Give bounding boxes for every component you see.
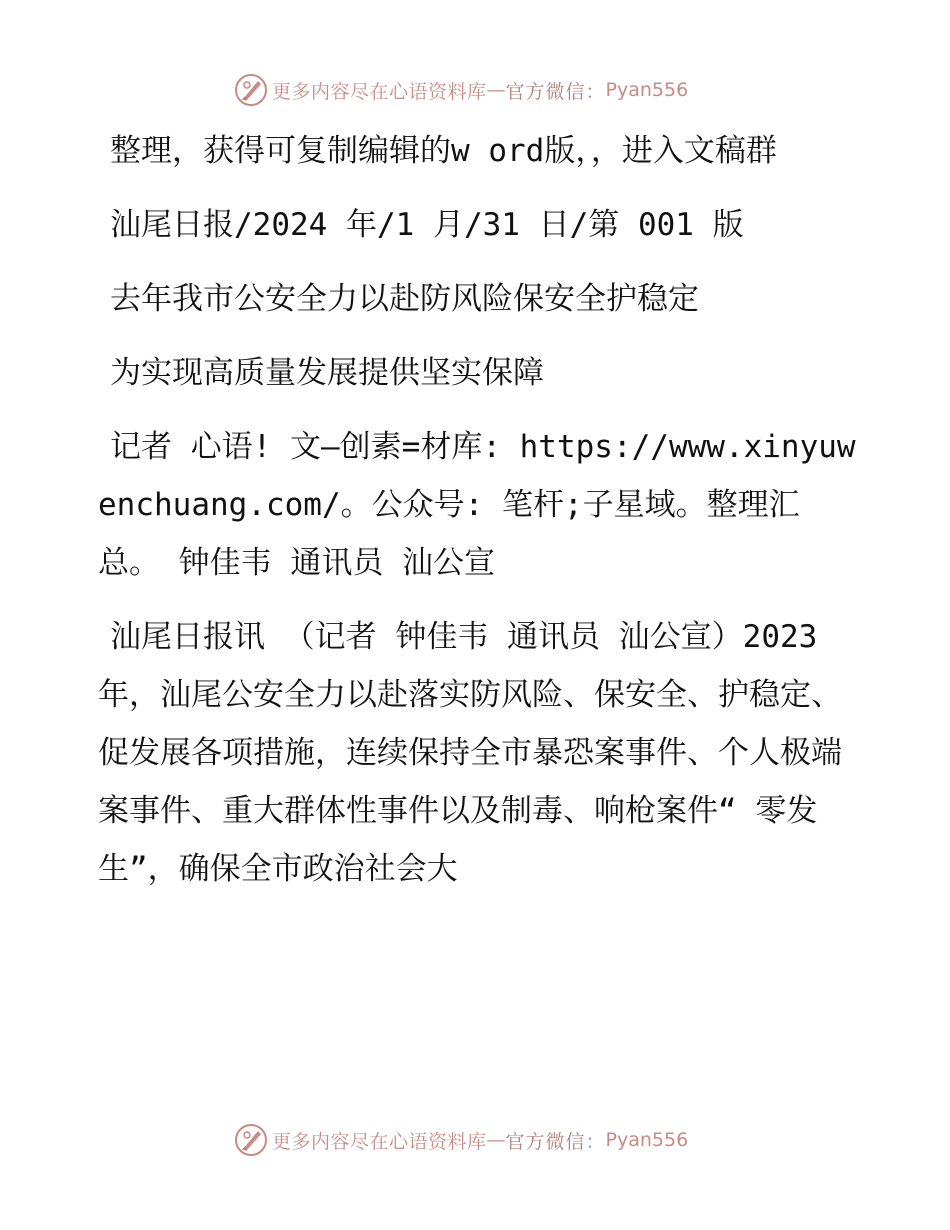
paragraph-intro-note: 整理，获得可复制编辑的w ord版，，进入文稿群 (110, 133, 777, 169)
header-watermark-banner (234, 73, 714, 107)
footer-watermark-banner (234, 1123, 714, 1157)
banner-wechat-label: 官方微信： (505, 1130, 606, 1153)
paragraph-subheadline: 为实现高质量发展提供坚实保障 (110, 355, 544, 391)
paragraph-source-line: 汕尾日报/2024 年/1 月/31 日/第 001 版 (110, 207, 744, 243)
banner-wechat-id: Pyan556 (605, 79, 689, 101)
paragraph-headline: 去年我市公安全力以赴防风险保安全护稳定 (110, 281, 699, 317)
banner-separator: — (486, 1129, 506, 1151)
banner-main-text: 更多内容尽在心语资料库 (272, 80, 487, 103)
paragraph-byline: 记者 心语! 文—创素=材库: https://www.xinyuwenchuang.com/。公众号: 笔杆;子星域。整理汇总。 钟佳韦 通讯员 汕公宣 (98, 429, 856, 581)
banner-separator: — (486, 79, 506, 101)
quill-logo-icon (234, 73, 268, 107)
document-body (98, 122, 858, 898)
banner-wechat-label: 官方微信： (505, 80, 606, 103)
paragraph-body: 汕尾日报讯 （记者 钟佳韦 通讯员 汕公宣）2023 年，汕尾公安全力以赴落实防风险、保安全、护稳定、促发展各项措施，连续保持全市暴恐案事件、个人极端案事件、重大群体性事件以及制毒、响枪案件“ 零发生”，确保全市政治社会大 (98, 619, 842, 887)
quill-logo-icon (234, 1123, 268, 1157)
banner-main-text: 更多内容尽在心语资料库 (272, 1130, 487, 1153)
banner-wechat-id: Pyan556 (605, 1129, 689, 1151)
